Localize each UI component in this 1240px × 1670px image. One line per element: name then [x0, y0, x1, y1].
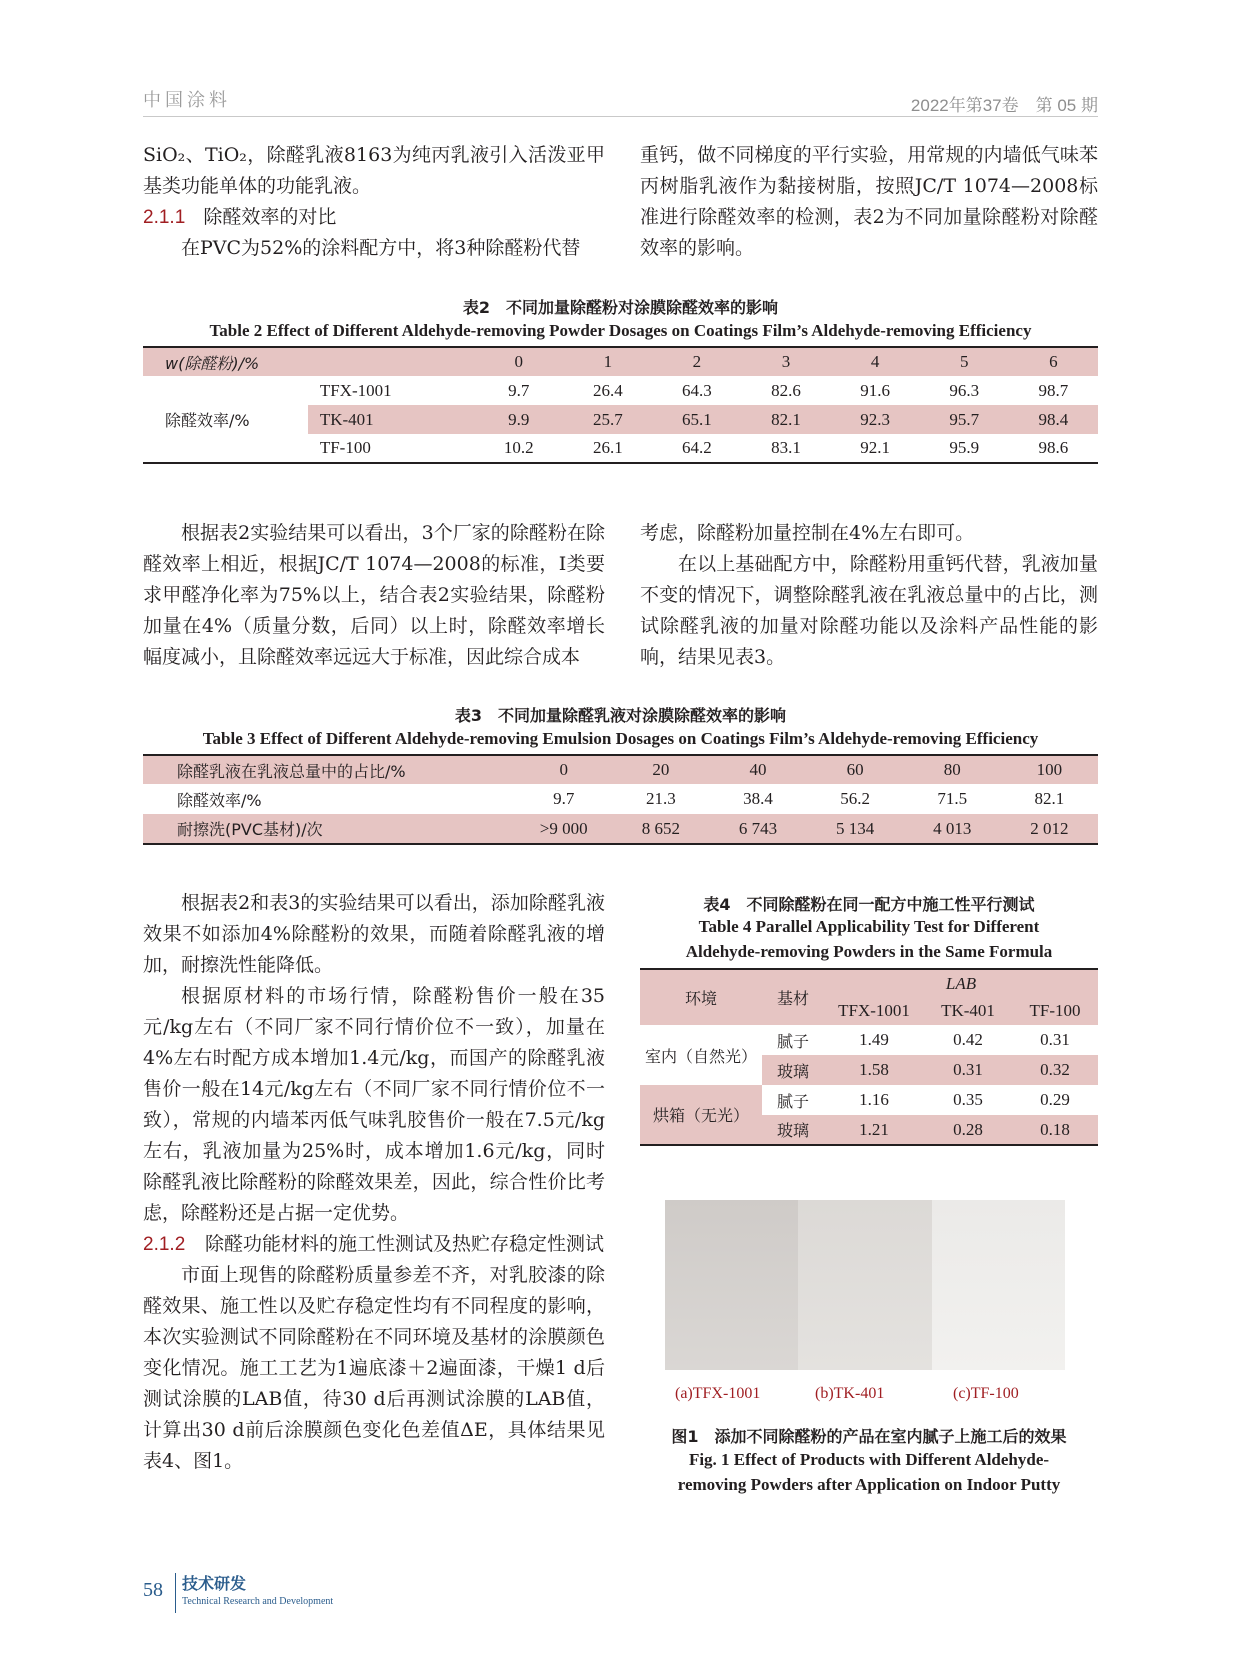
table-cell: 64.2: [682, 438, 712, 457]
intro-left-column: [143, 140, 605, 264]
env-header: 环境: [684, 989, 717, 1008]
table-cell: 25.7: [592, 409, 623, 429]
table-cell: 92.3: [860, 409, 891, 429]
row-group-label: 除醛效率/%: [165, 410, 250, 430]
lower-left-paragraph-2: 根据原材料的市场行情，除醛粉售价一般在35元/kg左右（不同厂家不同行情价位不一致），加量在4%左右时配方成本增加1.4元/kg，而国产的除醛乳液售价一般在14元/kg左右（不同厂家不同行情价位不一致），常规的内墙苯丙低气味乳胶售价一般在7.5元/kg左右，乳液加量为25%时，成本增加1.6元/kg，同时除醛乳液比除醛粉的除醛效果差，因此，综合性价比考虑，除醛粉还是占据一定优势。: [143, 985, 605, 1224]
table-cell: 26.1: [592, 438, 623, 457]
table-cell: 9.9: [508, 409, 530, 429]
env-label: 烘箱（无光）: [640, 1085, 762, 1145]
table3: [143, 754, 1098, 845]
table-cell: 2 012: [1030, 818, 1069, 838]
table-cell: 0.29: [1040, 1090, 1070, 1109]
table-header-cell: 100: [1036, 760, 1063, 779]
table-cell: 6 743: [738, 818, 778, 838]
mid-left-paragraph: 根据表2实验结果可以看出，3个厂家的除醛粉在除醛效率上相近，根据JC/T 1074—2008的标准，Ⅰ类要求甲醛净化率为75%以上，结合表2实验结果，除醛粉加量在4%（质量分数，后同）以上时，除醛效率增长幅度减小，且除醛效率远远大于标准，因此综合成本: [143, 522, 605, 668]
table-cell: 95.7: [949, 409, 980, 429]
table-cell: 1.49: [859, 1030, 889, 1049]
table-cell: 95.9: [949, 438, 980, 457]
table-header-cell: 0: [559, 760, 568, 779]
figure1-caption-cn: 图1 添加不同除醛粉的产品在室内腻子上施工后的效果: [671, 1427, 1067, 1446]
table-cell: 82.1: [771, 409, 801, 429]
journal-name: 中国涂料: [143, 90, 231, 111]
intro-right-column: [640, 140, 1098, 264]
table-header-cell: 6: [1049, 352, 1058, 371]
lab-group-header: LAB: [945, 973, 977, 993]
table2-caption-cn: 表2 不同加量除醛粉对涂膜除醛效率的影响: [462, 298, 779, 317]
substrate-label: 玻璃: [776, 1061, 809, 1081]
table3-caption-en: Table 3 Effect of Different Aldehyde-removing Emulsion Dosages on Coatings Film’s Aldehyde-removing Efficiency: [202, 729, 1039, 748]
table-header-cell: 3: [781, 352, 791, 371]
table4-caption-en-1: Table 4 Parallel Applicability Test for Different: [698, 917, 1040, 936]
env-label: 室内（自然光）: [644, 1046, 757, 1066]
intro-left-paragraph-2: 在PVC为52%的涂料配方中，将3种除醛粉代替: [181, 237, 581, 259]
table-cell: 0.28: [953, 1119, 983, 1139]
figure1-caption-en-1: Fig. 1 Effect of Products with Different Aldehyde-: [688, 1450, 1050, 1469]
table-cell: 98.4: [1038, 409, 1069, 429]
table-cell: 91.6: [860, 380, 891, 400]
table-cell: 38.4: [743, 789, 773, 808]
table3-caption-cn: 表3 不同加量除醛乳液对涂膜除醛效率的影响: [454, 706, 787, 725]
table-cell: 83.1: [771, 438, 801, 457]
table-cell: 0.42: [953, 1030, 983, 1049]
section-heading-212: 2.1.2 除醛功能材料的施工性测试及热贮存稳定性测试: [143, 1233, 605, 1255]
table-header-row: [143, 755, 1098, 784]
table-cell: 0.32: [1040, 1060, 1070, 1079]
table-cell: 92.1: [860, 438, 891, 457]
table-row: [640, 1025, 1098, 1055]
table-cell: 96.3: [949, 380, 980, 400]
table-header-cell: 20: [652, 760, 670, 779]
table-cell: 98.6: [1038, 438, 1069, 457]
lower-left-column: [143, 888, 605, 1477]
lower-left-paragraph-1: 根据表2和表3的实验结果可以看出，添加除醛乳液效果不如添加4%除醛粉的效果，而随着除醛乳液的增加，耐擦洗性能降低。: [143, 892, 605, 976]
substrate-label: 腻子: [776, 1091, 809, 1111]
figure1-panel-b: [798, 1200, 932, 1370]
table-cell: 0.18: [1040, 1119, 1070, 1139]
figure1-label-b: (b)TK-401: [815, 1385, 885, 1402]
table-cell: 8 652: [641, 818, 680, 838]
table-header-cell: 4: [870, 352, 880, 371]
table-header-cell: TFX-1001: [838, 1001, 910, 1020]
table-cell: 0.31: [1040, 1030, 1070, 1049]
table-header-row: [143, 347, 1098, 376]
section-heading-211: 2.1.1 除醛效率的对比: [143, 206, 337, 228]
mid-right-column: [640, 518, 1098, 673]
substrate-label: 玻璃: [776, 1121, 809, 1140]
table-cell: 0.31: [953, 1060, 983, 1079]
page-number: 58: [143, 1579, 163, 1601]
table-cell: 71.5: [937, 789, 968, 808]
row-name: TFX-1001: [319, 380, 392, 400]
table-cell: 9.7: [508, 380, 530, 400]
table4-caption-en-2: Aldehyde-removing Powders in the Same Formula: [685, 942, 1053, 961]
table-header-cell: 80: [943, 760, 961, 779]
table-header-cell: TF-100: [1029, 1001, 1081, 1020]
table-row: [640, 1085, 1098, 1115]
table-row: [143, 784, 1098, 814]
table-header-cell: 0: [514, 352, 523, 371]
row-name: TF-100: [319, 438, 371, 457]
figure1-photo: [665, 1200, 1065, 1370]
footer-divider: [175, 1573, 176, 1613]
table-cell: 0.35: [953, 1090, 983, 1109]
figure1-panel-c: [932, 1200, 1065, 1370]
table-cell: 10.2: [503, 438, 534, 457]
row-name: TK-401: [319, 409, 374, 429]
table-cell: 4 013: [933, 818, 972, 838]
table-row: [143, 376, 1098, 405]
table-cell: 98.7: [1038, 380, 1069, 400]
issue-info: 2022年第37卷 第 05 期: [910, 96, 1098, 115]
table4-caption-cn: 表4 不同除醛粉在同一配方中施工性平行测试: [703, 895, 1035, 914]
table-header-cell: 60: [846, 760, 864, 779]
table-header-cell: 2: [692, 352, 702, 371]
table-cell: 82.6: [771, 380, 801, 400]
footer-section-cn: 技术研发: [182, 1574, 247, 1593]
mid-left-column: [143, 518, 605, 673]
table-header-cell: TK-401: [941, 1001, 995, 1020]
table4: [640, 968, 1098, 1146]
header-divider: [143, 116, 1098, 117]
substrate-label: 腻子: [776, 1031, 809, 1051]
substrate-header: 基材: [776, 989, 809, 1008]
row-name: 耐擦洗(PVC基材)/次: [177, 820, 323, 839]
intro-left-paragraph: SiO₂、TiO₂，除醛乳液8163为纯丙乳液引入活泼亚甲基类功能单体的功能乳液。: [143, 144, 605, 197]
table-cell: 1.21: [859, 1119, 889, 1139]
table-cell: 1.16: [859, 1090, 889, 1109]
table-header-cell: 40: [749, 760, 767, 779]
footer-section-en: Technical Research and Development: [182, 1596, 334, 1607]
table-header-label: w(除醛粉)/%: [165, 353, 260, 373]
table-cell: 65.1: [682, 409, 712, 429]
table-cell: 5 134: [835, 818, 875, 838]
lower-left-paragraph-3: 市面上现售的除醛粉质量参差不齐，对乳胶漆的除醛效果、施工性以及贮存稳定性均有不同程度的影响，本次实验测试不同除醛粉在不同环境及基材的涂膜颜色变化情况。施工工艺为1遍底漆＋2遍面漆，干燥1 d后测试涂膜的LAB值，待30 d后再测试涂膜的LAB值，计算出30 d前后涂膜颜色变化色差值ΔE，具体结果见表4、图1。: [143, 1264, 605, 1472]
table-cell: 21.3: [645, 789, 676, 808]
table-cell: 64.3: [682, 380, 712, 400]
table-header-cell: 5: [960, 352, 969, 371]
table-cell: 26.4: [592, 380, 623, 400]
table-row: [143, 814, 1098, 844]
mid-right-paragraph-2: 在以上基础配方中，除醛粉用重钙代替，乳液加量不变的情况下，调整除醛乳液在乳液总量中的占比，测试除醛乳液的加量对除醛功能以及涂料产品性能的影响，结果见表3。: [640, 553, 1098, 668]
figure1-panel-a: [665, 1200, 798, 1370]
row-name: 除醛效率/%: [177, 790, 262, 810]
mid-right-paragraph-1: 考虑，除醛粉加量控制在4%左右即可。: [640, 522, 975, 544]
table-cell: 9.7: [553, 789, 575, 808]
table-cell: 56.2: [840, 789, 870, 808]
table-header-cell: 1: [603, 352, 613, 371]
table-header-row: [640, 969, 1098, 997]
table-cell: >9 000: [539, 818, 588, 838]
intro-right-paragraph: 重钙，做不同梯度的平行实验，用常规的内墙低气味苯丙树脂乳液作为黏接树脂，按照JC/T 1074—2008标准进行除醛效率的检测，表2为不同加量除醛粉对除醛效率的影响。: [640, 144, 1098, 259]
table2: [143, 346, 1098, 464]
table-header-label: 除醛乳液在乳液总量中的占比/%: [177, 761, 406, 781]
table-cell: 82.1: [1034, 789, 1065, 808]
figure1-caption-en-2: removing Powders after Application on Indoor Putty: [677, 1475, 1061, 1494]
figure1-label-c: (c)TF-100: [953, 1385, 1019, 1402]
table2-caption-en: Table 2 Effect of Different Aldehyde-removing Powder Dosages on Coatings Film’s Aldehyde-removing Efficiency: [209, 321, 1032, 340]
table-cell: 1.58: [859, 1060, 889, 1079]
figure1-label-a: (a)TFX-1001: [675, 1385, 761, 1402]
